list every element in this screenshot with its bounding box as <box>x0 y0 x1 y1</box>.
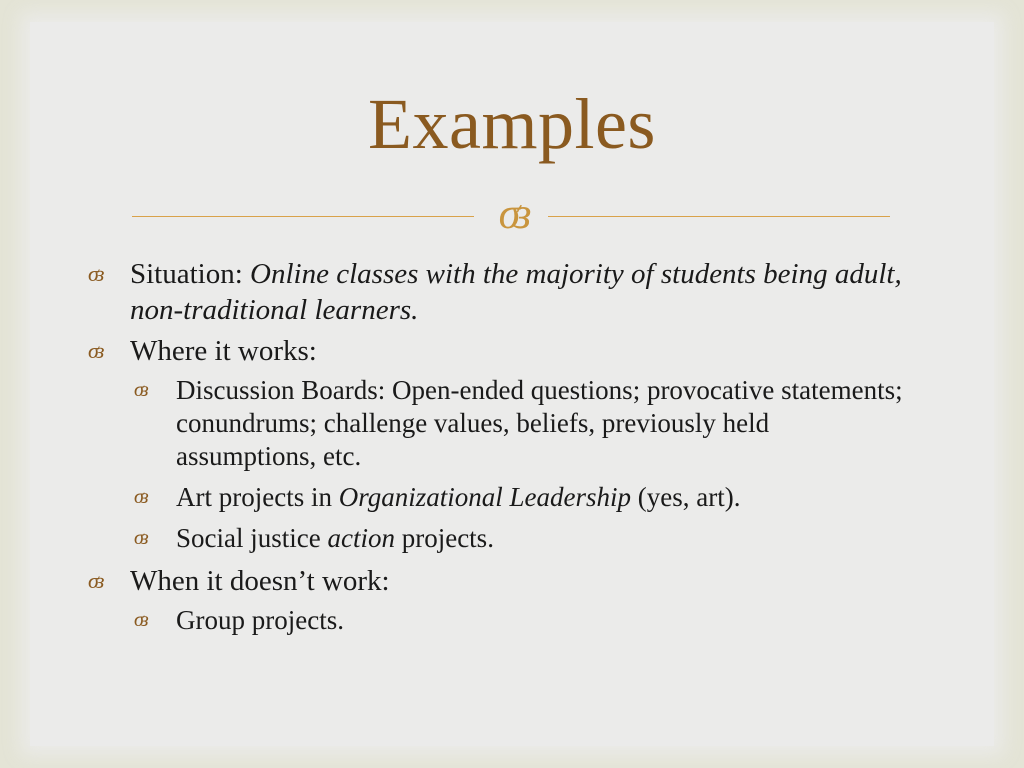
art-emphasis: Organizational Leadership <box>338 482 631 512</box>
bullet-icon: σз <box>88 568 102 593</box>
divider-left <box>132 216 474 217</box>
sublist-item-label: Discussion Boards: Open-ended questions; provocative statements; conundrums; challenge values, beliefs, previously held assumptions, etc. <box>176 375 903 471</box>
social-emphasis: action <box>327 523 395 553</box>
social-prefix: Social justice <box>176 523 328 553</box>
bullet-icon: σз <box>88 261 102 286</box>
art-suffix: (yes, art). <box>631 482 741 512</box>
slide-title: Examples <box>368 84 656 164</box>
situation-text: Online classes with the majority of students being adult, non-traditional learners. <box>130 258 902 326</box>
sublist-item-group-projects <box>88 604 908 637</box>
bullet-icon: σз <box>134 486 146 508</box>
bullet-icon: σз <box>134 379 146 401</box>
bullet-list <box>88 256 908 645</box>
ornament-icon: σз <box>498 189 526 238</box>
art-prefix: Art projects in <box>176 482 339 512</box>
sublist-item-social-justice <box>88 522 908 555</box>
divider-right <box>548 216 890 217</box>
list-item-label: When it doesn’t work: <box>130 565 390 597</box>
sublist-item-label: Group projects. <box>176 605 344 635</box>
social-suffix: projects. <box>394 523 494 553</box>
sublist-item-discussion-boards <box>88 374 908 473</box>
bullet-icon: σз <box>134 609 146 631</box>
list-item-label: Where it works: <box>130 335 317 367</box>
list-item-situation <box>88 256 908 328</box>
bullet-icon: σз <box>88 338 102 363</box>
sublist-item-art-projects <box>88 481 908 514</box>
list-item-when-it-doesnt-work <box>88 563 908 599</box>
list-item-where-it-works <box>88 333 908 369</box>
situation-label: Situation: <box>130 258 251 290</box>
bullet-icon: σз <box>134 527 146 549</box>
